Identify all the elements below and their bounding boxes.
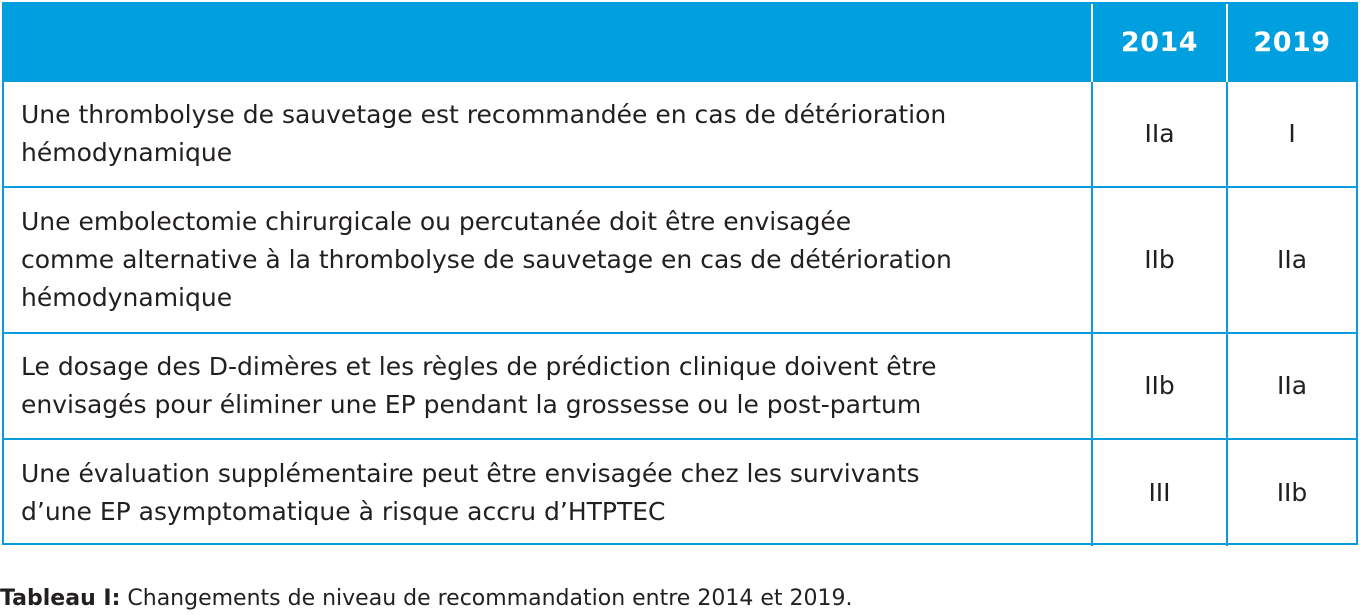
table-caption bbox=[0, 585, 852, 613]
recommendation-table bbox=[4, 4, 1356, 546]
row-value-2014: III bbox=[1092, 439, 1227, 546]
row-description: Une thrombolyse de sauvetage est recommandée en cas de détérioration hémodynamique bbox=[4, 81, 1092, 187]
row-value-2014: IIa bbox=[1092, 81, 1227, 187]
header-year-2019: 2019 bbox=[1227, 4, 1356, 81]
header-year-2014: 2014 bbox=[1092, 4, 1227, 81]
row-description: Le dosage des D-dimères et les règles de prédiction clinique doivent être envisagés pour éliminer une EP pendant la grossesse ou le post-partum bbox=[4, 333, 1092, 439]
table-row bbox=[4, 333, 1356, 439]
row-value-2019: IIa bbox=[1227, 187, 1356, 333]
header-description bbox=[4, 4, 1092, 81]
table-row bbox=[4, 81, 1356, 187]
row-value-2014: IIb bbox=[1092, 187, 1227, 333]
caption-label: Tableau I: bbox=[0, 586, 121, 611]
table-header-row bbox=[4, 4, 1356, 81]
row-value-2019: I bbox=[1227, 81, 1356, 187]
table-row bbox=[4, 439, 1356, 546]
row-description: Une embolectomie chirurgicale ou percutanée doit être envisagée comme alternative à la thrombolyse de sauvetage en cas de détérioration hémodynamique bbox=[4, 187, 1092, 333]
row-description: Une évaluation supplémentaire peut être envisagée chez les survivants d’une EP asymptomatique à risque accru d’HTPTEC bbox=[4, 439, 1092, 546]
table-row bbox=[4, 187, 1356, 333]
row-value-2019: IIb bbox=[1227, 439, 1356, 546]
recommendation-table-container bbox=[2, 2, 1358, 545]
row-value-2019: IIa bbox=[1227, 333, 1356, 439]
caption-text: Changements de niveau de recommandation entre 2014 et 2019. bbox=[120, 586, 853, 611]
row-value-2014: IIb bbox=[1092, 333, 1227, 439]
